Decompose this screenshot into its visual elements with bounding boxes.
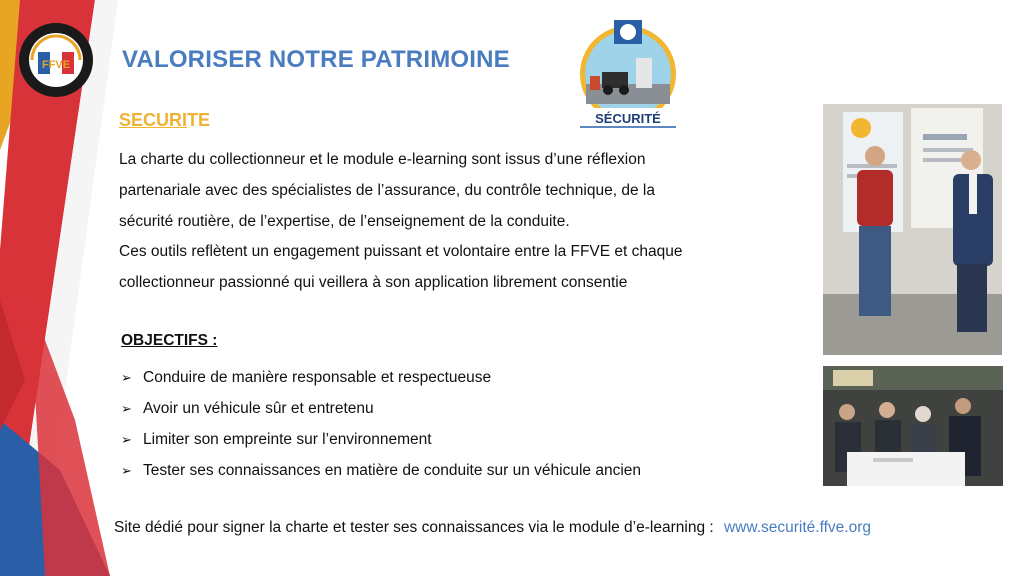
photo-signatories	[823, 104, 1002, 355]
photo-signing-event	[823, 366, 1003, 486]
page-title: VALORISER NOTRE PATRIMOINE	[122, 46, 510, 73]
badge-caption: SÉCURITÉ	[595, 111, 661, 126]
section-title-rest: TE	[187, 110, 211, 130]
objectives-list	[121, 362, 641, 486]
section-title-underlined: SECURI	[119, 110, 188, 130]
paragraph-line: La charte du collectionneur et le module e-learning sont issus d’une réflexion	[119, 151, 646, 168]
objective-text: Conduire de manière responsable et respectueuse	[143, 368, 492, 386]
ffve-monogram: FFVE	[41, 59, 71, 71]
objectives-title: OBJECTIFS :	[121, 332, 218, 349]
objective-text: Limiter son empreinte sur l’environnement	[143, 430, 432, 448]
list-item	[121, 455, 641, 486]
arrow-bullet-icon: ➢	[121, 462, 132, 478]
paragraph-line: sécurité routière, de l’expertise, de l’enseignement de la conduite.	[119, 212, 570, 230]
arrow-bullet-icon: ➢	[121, 369, 132, 385]
footer-text: Site dédié pour signer la charte et tester ses connaissances via le module d’e-learning :	[114, 519, 714, 536]
section-title	[119, 110, 210, 131]
ffve-logo	[18, 22, 94, 98]
paragraph-line: partenariale avec des spécialistes de l’assurance, du contrôle technique, de la	[119, 181, 655, 199]
arrow-bullet-icon: ➢	[121, 431, 132, 447]
securite-badge	[576, 16, 680, 130]
list-item	[121, 424, 641, 455]
paragraph-line: collectionneur passionné qui veillera à son application librement consentie	[119, 274, 628, 292]
footer-line	[114, 519, 871, 537]
paragraph-line: Ces outils reflètent un engagement puissant et volontaire entre la FFVE et chaque	[119, 243, 683, 261]
objective-text: Tester ses connaissances en matière de conduite sur un véhicule ancien	[143, 461, 642, 479]
list-item	[121, 362, 641, 393]
arrow-bullet-icon: ➢	[121, 400, 132, 416]
list-item	[121, 393, 641, 424]
intro-paragraph	[119, 145, 759, 299]
footer-website-link[interactable]: www.securité.ffve.org	[723, 519, 872, 536]
objective-text: Avoir un véhicule sûr et entretenu	[143, 399, 374, 417]
